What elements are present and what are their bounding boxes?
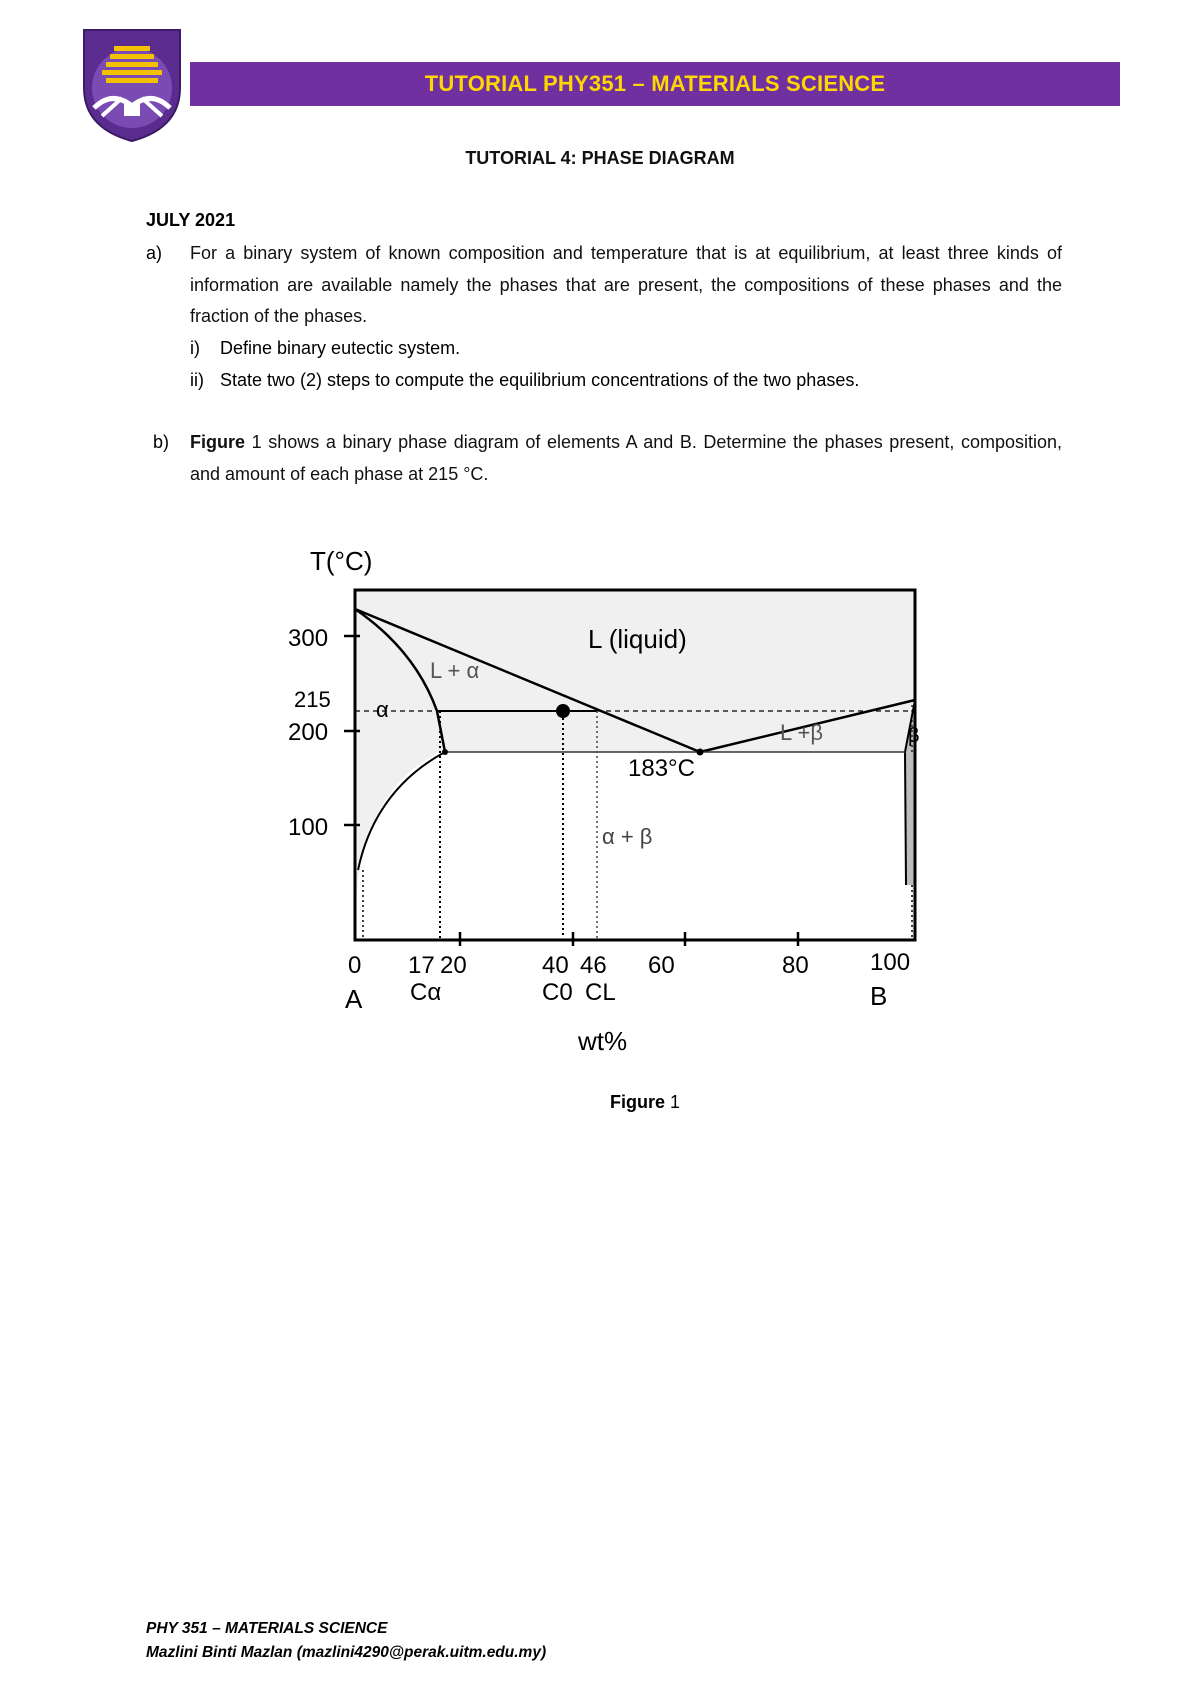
eutectic-temperature-label: 183°C bbox=[628, 755, 695, 782]
sub-number: ii) bbox=[190, 370, 204, 390]
page-footer bbox=[146, 1617, 546, 1665]
question-a-label: a) bbox=[146, 243, 163, 263]
caption-bold: Figure bbox=[609, 1092, 665, 1112]
x-tick-label-80: 80 bbox=[782, 952, 809, 979]
end-label-b: B bbox=[870, 981, 888, 1011]
y-tick-label-300: 300 bbox=[288, 625, 329, 652]
y-axis-label: T(°C) bbox=[310, 546, 373, 576]
x-sublabel-cl: CL bbox=[585, 979, 616, 1006]
university-crest-icon bbox=[82, 28, 182, 143]
figure-reference-number: 1 bbox=[245, 432, 262, 452]
footer-course: PHY 351 – MATERIALS SCIENCE bbox=[146, 1620, 388, 1637]
x-tick-label-0: 0 bbox=[348, 952, 362, 979]
footer-author: Mazlini Binti Mazlan (mazlini4290@perak.uitm.edu.my) bbox=[146, 1644, 547, 1661]
x-tick-label-17: 17 bbox=[408, 952, 435, 979]
figure-reference: Figure bbox=[190, 432, 246, 452]
region-label-liquid: L (liquid) bbox=[588, 624, 687, 654]
page-title: TUTORIAL 4: PHASE DIAGRAM bbox=[465, 148, 735, 168]
region-label-beta: β bbox=[908, 725, 920, 747]
caption-number: 1 bbox=[665, 1092, 681, 1112]
x-tick-label-40: 40 bbox=[542, 952, 569, 979]
section-heading: JULY 2021 bbox=[146, 210, 236, 230]
figure-caption bbox=[0, 1092, 1200, 1113]
header-banner: TUTORIAL PHY351 – MATERIALS SCIENCE bbox=[190, 62, 1120, 106]
y-tick-label-100: 100 bbox=[288, 814, 329, 841]
eutectic-point bbox=[697, 749, 704, 756]
y-tick-label-200: 200 bbox=[288, 719, 329, 746]
x-axis-label: wt% bbox=[578, 1026, 628, 1056]
x-tick-label-100: 100 bbox=[870, 949, 911, 976]
region-label-l-alpha: L + α bbox=[430, 658, 480, 683]
region-label-alpha: α bbox=[376, 697, 389, 722]
question-a-sub-1 bbox=[190, 333, 460, 364]
phase-diagram-figure bbox=[280, 540, 970, 1070]
sub-text: Define binary eutectic system. bbox=[220, 338, 461, 358]
sub-text: State two (2) steps to compute the equilibrium concentrations of the two phases. bbox=[220, 370, 860, 390]
sub-number: i) bbox=[190, 338, 200, 358]
alpha-solvus-point bbox=[442, 749, 448, 755]
end-label-a: A bbox=[345, 984, 363, 1014]
question-a-text: For a binary system of known composition and temperature that is at equilibrium, at least three kinds of information are available namely the phases that are present, the compositions of these phases and the fraction of the phases. bbox=[190, 243, 1062, 326]
x-tick-label-60: 60 bbox=[648, 952, 675, 979]
y-tick-label-215: 215 bbox=[294, 687, 331, 712]
x-tick-label-20: 20 bbox=[440, 952, 467, 979]
region-label-alpha-beta: α + β bbox=[602, 824, 653, 849]
x-tick-label-46: 46 bbox=[580, 952, 607, 979]
region-label-l-beta: L +β bbox=[780, 720, 824, 745]
x-sublabel-c0: C0 bbox=[542, 979, 573, 1006]
question-b-body: shows a binary phase diagram of elements A and B. Determine the phases present, composition, and amount of each phase at 215 °C. bbox=[190, 432, 1062, 484]
question-a-sub-2 bbox=[190, 365, 859, 396]
x-sublabel-c-alpha: Cα bbox=[410, 979, 442, 1006]
composition-point bbox=[556, 704, 570, 718]
question-b-label: b) bbox=[153, 432, 170, 452]
question-b-text bbox=[190, 427, 1062, 490]
